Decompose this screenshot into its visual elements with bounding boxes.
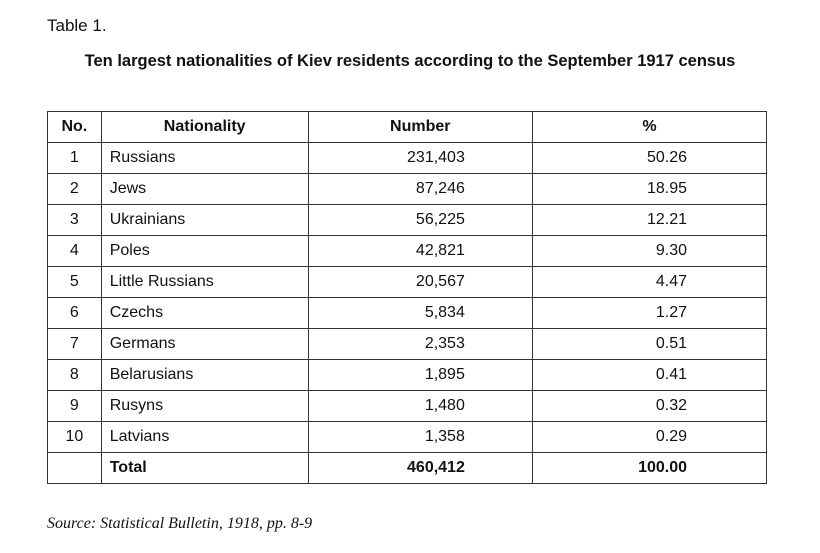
cell-nationality: Rusyns — [101, 391, 308, 422]
cell-number: 231,403 — [308, 143, 532, 174]
table-row — [48, 360, 767, 391]
cell-nationality: Czechs — [101, 298, 308, 329]
cell-number: 1,895 — [308, 360, 532, 391]
cell-no: 6 — [48, 298, 102, 329]
cell-no: 2 — [48, 174, 102, 205]
cell-percent: 0.51 — [532, 329, 766, 360]
table-row — [48, 298, 767, 329]
table-row — [48, 422, 767, 453]
cell-no: 7 — [48, 329, 102, 360]
header-percent: % — [532, 112, 766, 143]
cell-percent: 18.95 — [532, 174, 766, 205]
cell-no — [48, 453, 102, 484]
table-row — [48, 267, 767, 298]
cell-nationality: Jews — [101, 174, 308, 205]
cell-nationality: Latvians — [101, 422, 308, 453]
cell-percent: 0.32 — [532, 391, 766, 422]
total-row — [48, 453, 767, 484]
cell-percent: 9.30 — [532, 236, 766, 267]
census-table — [47, 111, 767, 484]
cell-number: 20,567 — [308, 267, 532, 298]
cell-percent: 4.47 — [532, 267, 766, 298]
cell-no: 10 — [48, 422, 102, 453]
cell-number: 56,225 — [308, 205, 532, 236]
cell-number: 5,834 — [308, 298, 532, 329]
cell-no: 3 — [48, 205, 102, 236]
cell-number: 42,821 — [308, 236, 532, 267]
table-header-row — [48, 112, 767, 143]
cell-no: 5 — [48, 267, 102, 298]
cell-no: 4 — [48, 236, 102, 267]
table-row — [48, 329, 767, 360]
cell-number: 460,412 — [308, 453, 532, 484]
header-no: No. — [48, 112, 102, 143]
cell-number: 1,358 — [308, 422, 532, 453]
cell-percent: 1.27 — [532, 298, 766, 329]
cell-nationality: Germans — [101, 329, 308, 360]
cell-number: 2,353 — [308, 329, 532, 360]
table-row — [48, 143, 767, 174]
cell-no: 8 — [48, 360, 102, 391]
cell-no: 1 — [48, 143, 102, 174]
table-row — [48, 174, 767, 205]
cell-nationality: Poles — [101, 236, 308, 267]
source-note: Source: Statistical Bulletin, 1918, pp. 8-9 — [47, 515, 313, 532]
table-row — [48, 391, 767, 422]
table-label: Table 1. — [47, 16, 107, 35]
cell-nationality: Ukrainians — [101, 205, 308, 236]
header-number: Number — [308, 112, 532, 143]
cell-no: 9 — [48, 391, 102, 422]
table-row — [48, 205, 767, 236]
cell-percent: 0.29 — [532, 422, 766, 453]
cell-number: 87,246 — [308, 174, 532, 205]
cell-percent: 0.41 — [532, 360, 766, 391]
cell-percent: 100.00 — [532, 453, 766, 484]
cell-nationality: Belarusians — [101, 360, 308, 391]
cell-number: 1,480 — [308, 391, 532, 422]
cell-percent: 12.21 — [532, 205, 766, 236]
table-caption: Ten largest nationalities of Kiev residents according to the September 1917 census — [84, 52, 736, 70]
header-nationality: Nationality — [101, 112, 308, 143]
cell-nationality: Total — [101, 453, 308, 484]
cell-nationality: Little Russians — [101, 267, 308, 298]
table-row — [48, 236, 767, 267]
cell-nationality: Russians — [101, 143, 308, 174]
cell-percent: 50.26 — [532, 143, 766, 174]
